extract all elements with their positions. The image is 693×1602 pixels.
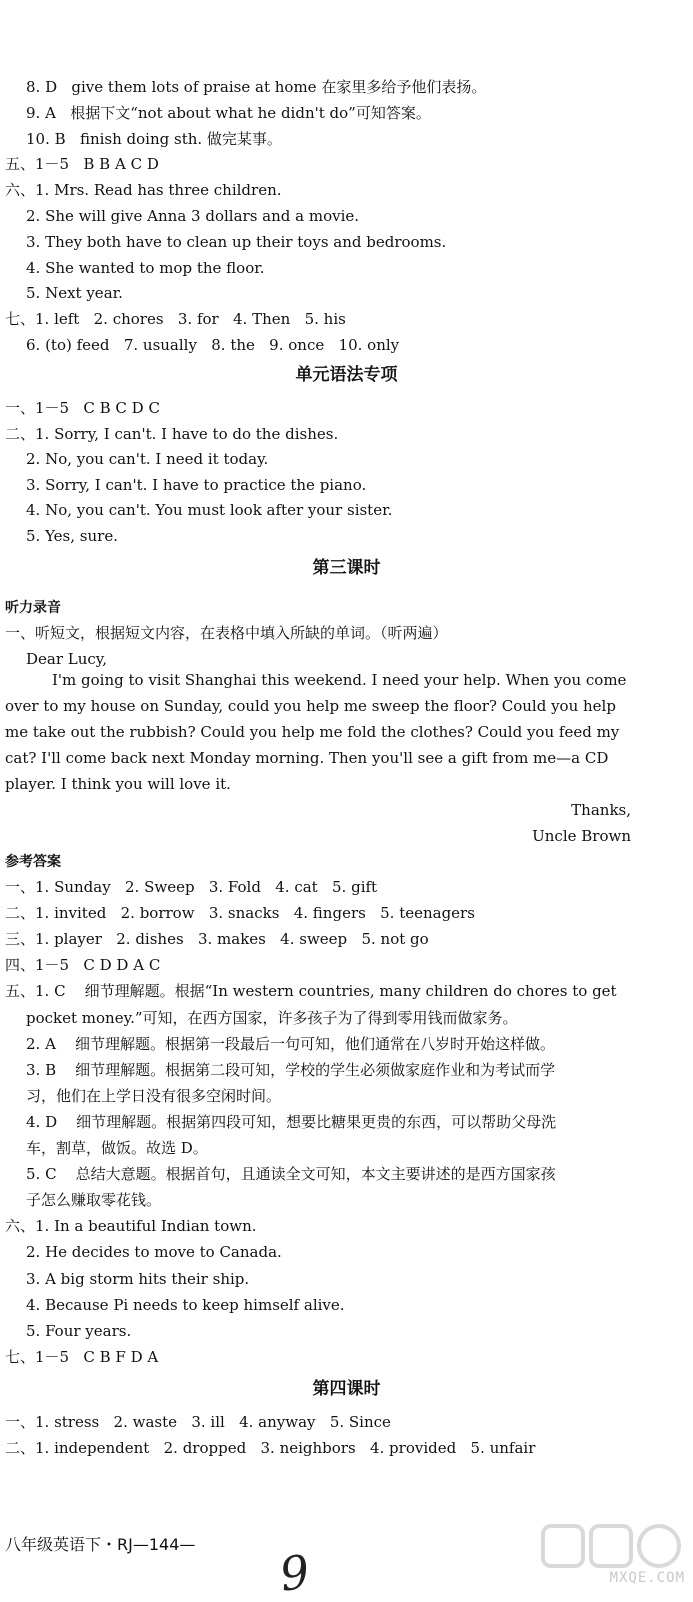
answer-line: 二、1. Sorry, I can't. I have to do the dishes. [5, 424, 339, 443]
answer-line: 2. No, you can't. I need it today. [26, 450, 269, 469]
answer-line: 9. A 根据下文“not about what he didn't do”可知答案。 [26, 103, 431, 122]
listening-instruction: 一、听短文，根据短文内容，在表格中填入所缺的单词。（听两遍） [5, 624, 448, 642]
answer-line: 五、1. C 细节理解题。根据“In western countries, many children do chores to get [5, 982, 617, 1001]
answer-line: 习，他们在上学日没有很多空闲时间。 [26, 1086, 282, 1105]
answer-line: 车，割草，做饭。故选 D。 [26, 1139, 208, 1157]
answer-line: 三、1. player 2. dishes 3. makes 4. sweep 5. not go [5, 930, 429, 949]
answer-line: 子怎么赚取零花钱。 [26, 1191, 162, 1210]
answer-line: 五、1－5 B B A C D [5, 155, 159, 174]
answer-line: 5. C 总结大意题。根据首句，且通读全文可知，本文主要讲述的是西方国家孩 [26, 1165, 556, 1184]
answer-line: 六、1. Mrs. Read has three children. [5, 181, 282, 200]
answer-line: 2. A 细节理解题。根据第一段最后一句可知，他们通常在八岁时开始这样做。 [26, 1034, 555, 1053]
handwritten-page-number: 9 [276, 1544, 313, 1602]
answer-line: 5. Yes, sure. [26, 527, 118, 545]
answers-heading: 参考答案 [5, 854, 61, 870]
page-footer: 八年级英语下・RJ—144— [5, 1535, 196, 1554]
answer-line: 4. No, you can't. You must look after your sister. [26, 501, 393, 520]
answer-line: 3. Sorry, I can't. I have to practice the piano. [26, 475, 367, 494]
section-title-lesson4: 第四课时 [312, 1379, 381, 1399]
answer-line: over to my house on Sunday, could you help me sweep the floor? Could you help [5, 697, 616, 715]
listening-heading: 听力录音 [5, 600, 61, 616]
answer-line: 3. They both have to clean up their toys and bedrooms. [26, 232, 447, 251]
answer-line: 3. A big storm hits their ship. [26, 1269, 250, 1288]
letter-closing: Thanks, [571, 801, 631, 819]
answer-line: I'm going to visit Shanghai this weekend. I need your help. When you come [52, 671, 627, 689]
answer-line: 5. Four years. [26, 1321, 132, 1340]
letter-greeting: Dear Lucy, [26, 650, 108, 668]
letter-signature: Uncle Brown [532, 827, 631, 845]
answer-line: 5. Next year. [26, 284, 123, 303]
answer-line: 10. B finish doing sth. 做完某事。 [26, 129, 282, 148]
answer-line: 4. D 细节理解题。根据第四段可知，想要比糖果更贵的东西，可以帮助父母洗 [26, 1112, 557, 1131]
answer-line: 七、1－5 C B F D A [5, 1347, 159, 1366]
answer-line: 4. Because Pi needs to keep himself alive. [26, 1295, 345, 1314]
answer-line: 2. She will give Anna 3 dollars and a movie. [26, 207, 360, 225]
answer-line: 六、1. In a beautiful Indian town. [5, 1217, 257, 1236]
answer-line: 2. He decides to move to Canada. [26, 1243, 282, 1262]
answer-line: cat? I'll come back next Monday morning. Then you'll see a gift from me—a CD [5, 749, 609, 767]
answer-line: 3. B 细节理解题。根据第二段可知，学校的学生必须做家庭作业和为考试而学 [26, 1060, 556, 1079]
answer-line: 二、1. independent 2. dropped 3. neighbors 4. provided 5. unfair [5, 1439, 536, 1457]
answer-line: player. I think you will love it. [5, 775, 231, 793]
answer-line: pocket money.”可知，在西方国家，许多孩子为了得到零用钱而做家务。 [26, 1008, 518, 1027]
answer-line: 8. D give them lots of praise at home 在家里多给予他们表扬。 [26, 78, 487, 96]
answer-line: 七、1. left 2. chores 3. for 4. Then 5. his [5, 310, 346, 329]
answer-line: 一、1. stress 2. waste 3. ill 4. anyway 5. Since [5, 1413, 391, 1431]
answer-line: 6. (to) feed 7. usually 8. the 9. once 10. only [26, 336, 400, 354]
answer-line: 4. She wanted to mop the floor. [26, 258, 265, 277]
section-title-lesson3: 第三课时 [312, 558, 381, 578]
answer-line: me take out the rubbish? Could you help me fold the clothes? Could you feed my [5, 723, 620, 741]
watermark-text: MXQE.COM [609, 1570, 685, 1586]
answer-line: 一、1. Sunday 2. Sweep 3. Fold 4. cat 5. gift [5, 878, 378, 896]
answer-line: 四、1－5 C D D A C [5, 956, 161, 975]
answer-line: 一、1－5 C B C D C [5, 399, 160, 417]
answer-line: 二、1. invited 2. borrow 3. snacks 4. fingers 5. teenagers [5, 904, 475, 923]
section-title-grammar: 单元语法专项 [295, 365, 398, 385]
